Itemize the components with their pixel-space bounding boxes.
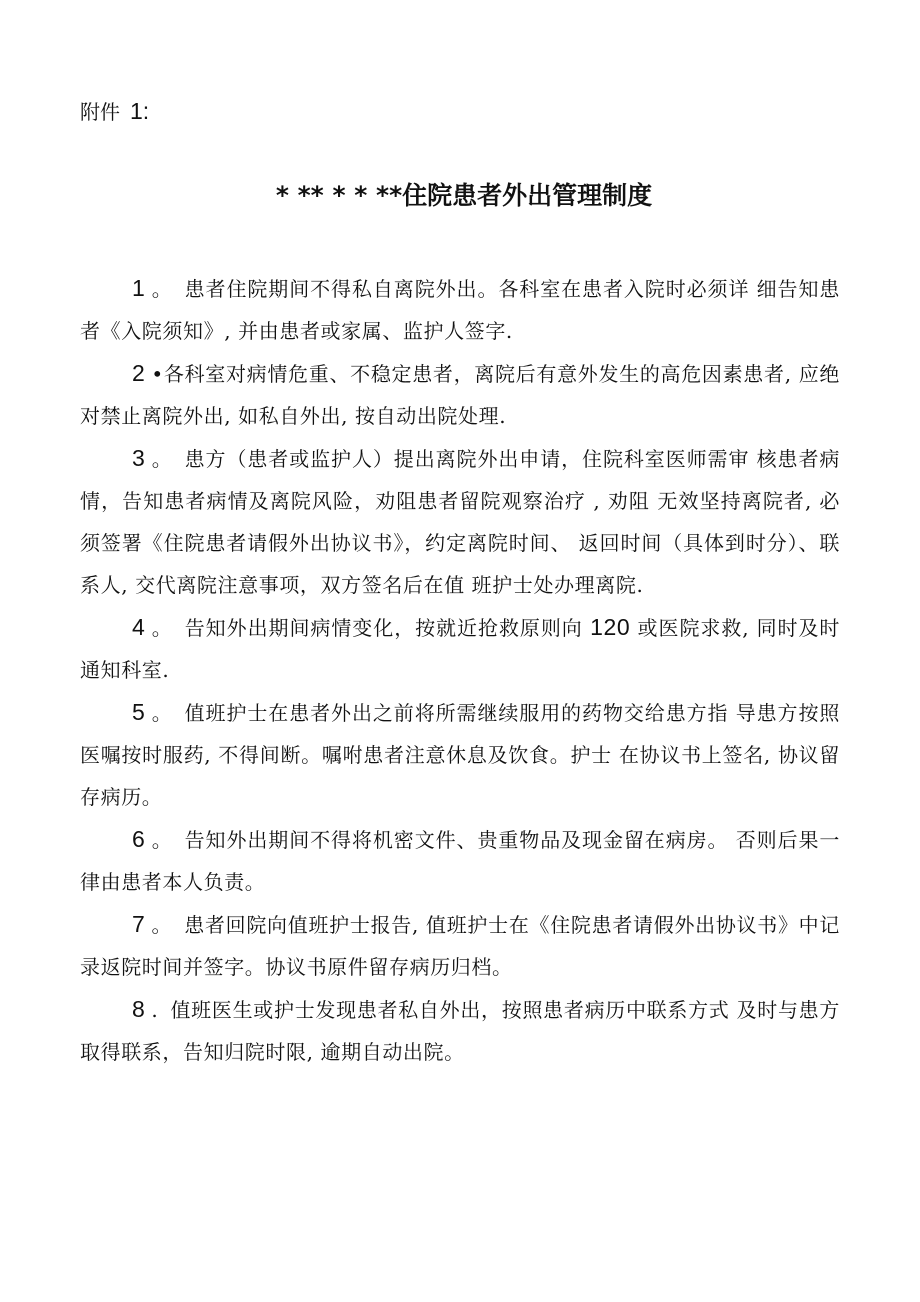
item-text-before: 告知外出期间病情变化，按就近抢救原则向	[184, 616, 591, 640]
item-separator: 。	[151, 913, 173, 937]
document-title: * ** * * **住院患者外出管理制度	[275, 181, 653, 210]
attachment-label	[80, 96, 149, 127]
emergency-number: 120	[590, 614, 631, 640]
regulation-item-2	[80, 352, 840, 437]
item-number: 7	[132, 911, 146, 937]
item-number: 3	[132, 445, 146, 471]
regulation-list	[80, 267, 840, 1073]
item-separator: 。	[151, 701, 173, 725]
item-text: 患方（患者或监护人）提出离院外出申请，住院科室医师需审 核患者病情，告知患者病情及离院风险，劝阻患者留院观察治疗 , 劝阻 无效坚持离院者, 必须签署《住院患者请假外出协议书》，约定离院时间、 返回时间（具体到时分）、联系人, 交代离院注意事项，双方签名后在值 班护士处办理离院.	[80, 447, 840, 597]
item-number: 6	[132, 826, 146, 852]
item-separator: .	[151, 998, 159, 1022]
item-number: 1	[132, 275, 146, 301]
regulation-item-1	[80, 267, 840, 352]
attachment-text: 附件	[80, 100, 120, 124]
regulation-item-7	[80, 903, 840, 988]
regulation-item-6	[80, 818, 840, 903]
item-number: 8	[132, 996, 146, 1022]
regulation-item-5	[80, 691, 840, 818]
attachment-number: 1:	[130, 98, 150, 124]
item-number: 4	[132, 614, 146, 640]
item-separator: 。	[151, 277, 173, 301]
regulation-item-4	[80, 606, 840, 691]
item-text: 值班医生或护士发现患者私自外出，按照患者病历中联系方式 及时与患方取得联系，告知归院时限, 逾期自动出院。	[80, 998, 840, 1064]
item-separator: 。	[151, 447, 173, 471]
item-number: 2	[132, 360, 146, 386]
item-separator: 。	[151, 616, 173, 640]
item-separator: •	[151, 362, 164, 386]
item-text: 告知外出期间不得将机密文件、贵重物品及现金留在病房。 否则后果一律由患者本人负责。	[80, 828, 840, 894]
item-separator: 。	[151, 828, 173, 852]
item-text-after: 或医院求救, 同时及时通知科室.	[80, 616, 841, 682]
item-text: 各科室对病情危重、不稳定患者，离院后有意外发生的高危因素患者, 应绝对禁止离院外出, 如私自外出, 按自动出院处理.	[80, 362, 840, 428]
item-text: 患者住院期间不得私自离院外出。各科室在患者入院时必须详 细告知患者《入院须知》, 并由患者或家属、监护人签字.	[80, 277, 840, 343]
regulation-item-3	[80, 437, 840, 606]
regulation-item-8	[80, 988, 840, 1073]
item-text: 患者回院向值班护士报告, 值班护士在《住院患者请假外出协议书》中记录返院时间并签字。协议书原件留存病历归档。	[80, 913, 840, 979]
item-number: 5	[132, 699, 146, 725]
item-text: 值班护士在患者外出之前将所需继续服用的药物交给患方指 导患方按照医嘱按时服药, 不得间断。嘱咐患者注意休息及饮食。护士 在协议书上签名, 协议留存病历。	[80, 701, 840, 809]
